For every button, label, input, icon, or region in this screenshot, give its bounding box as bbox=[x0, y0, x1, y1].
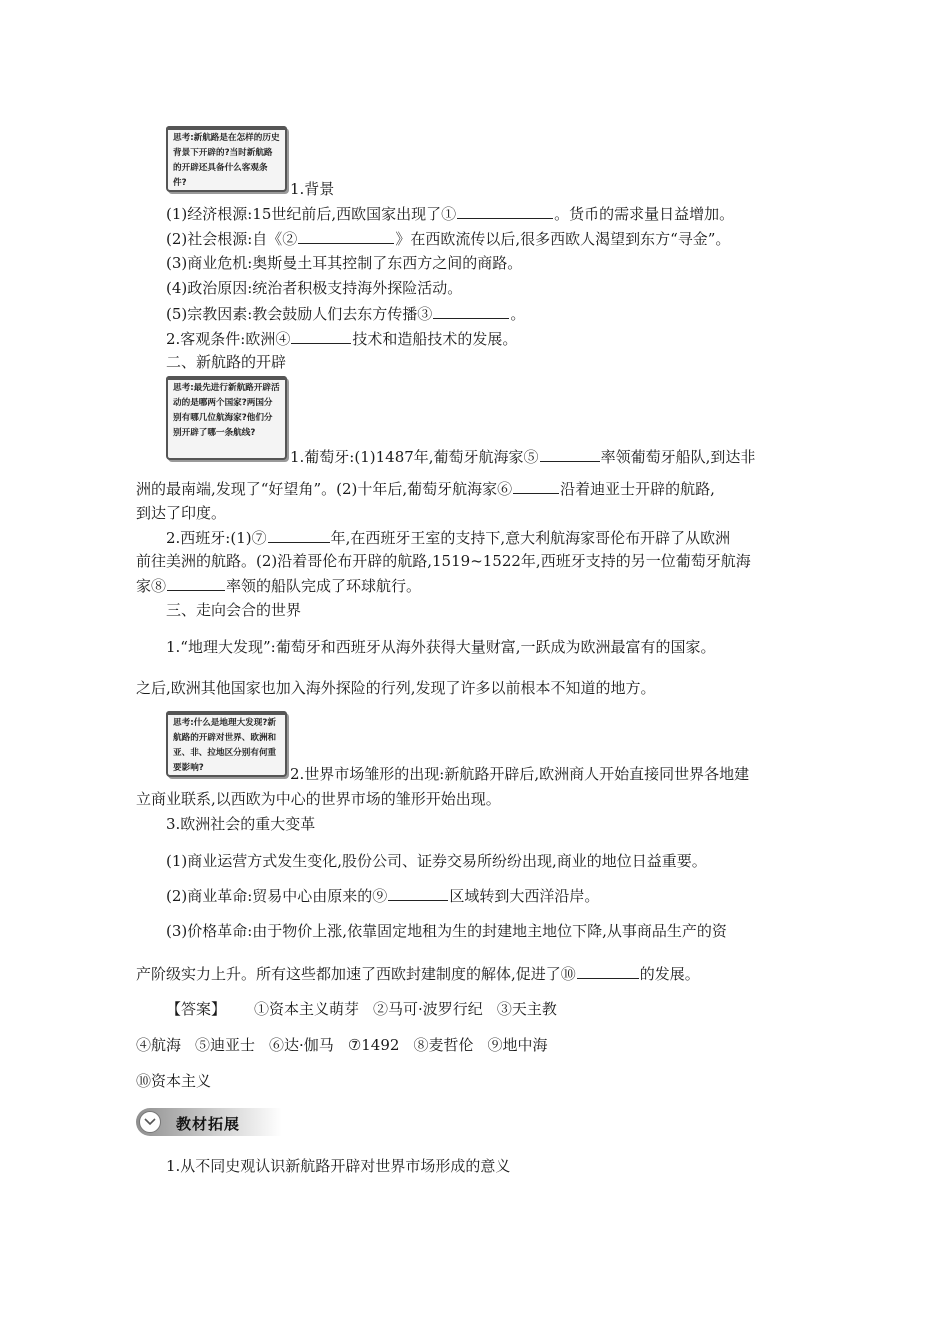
paragraph-commercial-revolution: (2)商业革命:贸易中心由原来的⑨ 区域转到大西洋沿岸。 bbox=[166, 887, 600, 905]
answer-item: ⑤迪亚士 bbox=[195, 1036, 256, 1054]
answer-item: ⑩资本主义 bbox=[136, 1072, 212, 1090]
paragraph-world-market-cont: 立商业联系,以西欧为中心的世界市场的雏形开始出现。 bbox=[136, 790, 501, 808]
answer-blank-3[interactable] bbox=[433, 304, 509, 319]
think-box-background bbox=[166, 126, 287, 192]
answer-item: ④航海 bbox=[136, 1036, 182, 1054]
paragraph-objective-conditions: 2.客观条件:欧洲④ 技术和造船技术的发展。 bbox=[166, 330, 518, 348]
think-box-new-routes bbox=[166, 376, 287, 460]
answer-line-2 bbox=[136, 1036, 547, 1054]
answer-line-3 bbox=[136, 1072, 211, 1090]
answer-blank-2[interactable] bbox=[298, 229, 394, 244]
think-box-text: 思考:新航路是在怎样的历史背景下开辟的?当时新航路的开辟还具备什么客观条件? bbox=[173, 133, 280, 188]
answer-item: ⑧麦哲伦 bbox=[413, 1036, 474, 1054]
paragraph-political-reason: (4)政治原因:统治者积极支持海外探险活动。 bbox=[166, 279, 463, 297]
paragraph-world-market: 2.世界市场雏形的出现:新航路开辟后,欧洲商人开始直接同世界各地建 bbox=[290, 765, 750, 783]
extension-banner bbox=[136, 1108, 282, 1136]
answer-blank-6[interactable] bbox=[513, 479, 559, 494]
paragraph-social-change: 3.欧洲社会的重大变革 bbox=[166, 815, 316, 833]
answer-blank-10[interactable] bbox=[577, 964, 639, 979]
answer-item: ⑦1492 bbox=[347, 1036, 400, 1054]
paragraph-spain-end: 家⑧ 率领的船队完成了环球航行。 bbox=[136, 577, 422, 595]
extension-item-1: 1.从不同史观认识新航路开辟对世界市场形成的意义 bbox=[166, 1157, 511, 1175]
paragraph-discovery-cont: 之后,欧洲其他国家也加入海外探险的行列,发现了许多以前根本不知道的地方。 bbox=[136, 679, 656, 697]
answer-blank-1[interactable] bbox=[457, 204, 553, 219]
paragraph-portugal-cont: 洲的最南端,发现了“好望角”。(2)十年后,葡萄牙航海家⑥ 沿着迪亚士开辟的航路, bbox=[136, 480, 715, 498]
answer-blank-5[interactable] bbox=[540, 447, 600, 462]
paragraph-price-revolution-cont: 产阶级实力上升。所有这些都加速了西欧封建制度的解体,促进了⑩ 的发展。 bbox=[136, 965, 700, 983]
paragraph-portugal: 1.葡萄牙:(1)1487年,葡萄牙航海家⑤ 率领葡萄牙船队,到达非 bbox=[290, 448, 756, 466]
paragraph-business-operation: (1)商业运营方式发生变化,股份公司、证券交易所纷纷出现,商业的地位日益重要。 bbox=[166, 852, 707, 870]
answer-item: ⑨地中海 bbox=[487, 1036, 548, 1054]
paragraph-economic-root: (1)经济根源:15世纪前后,西欧国家出现了① 。货币的需求量日益增加。 bbox=[166, 205, 735, 223]
answer-item: ③天主教 bbox=[496, 1000, 557, 1018]
answer-item: ②马可·波罗行纪 bbox=[373, 1000, 483, 1018]
section-heading-converging-world: 三、走向会合的世界 bbox=[166, 601, 302, 619]
answer-blank-4[interactable] bbox=[291, 329, 351, 344]
answer-label: 【答案】 bbox=[166, 1000, 227, 1018]
answer-item: ⑥达·伽马 bbox=[269, 1036, 334, 1054]
think-box-text: 思考:什么是地理大发现?新航路的开辟对世界、欧洲和亚、非、拉地区分别有何重要影响? bbox=[173, 718, 277, 773]
answer-item: ①资本主义萌芽 bbox=[254, 1000, 360, 1018]
section-heading-background: 1.背景 bbox=[290, 180, 335, 198]
paragraph-commercial-crisis: (3)商业危机:奥斯曼土耳其控制了东西方之间的商路。 bbox=[166, 254, 523, 272]
think-box-converging-world bbox=[166, 711, 287, 777]
extension-banner-title: 教材拓展 bbox=[176, 1115, 241, 1133]
answer-blank-7[interactable] bbox=[268, 528, 330, 543]
answer-line-1 bbox=[166, 1000, 557, 1018]
paragraph-spain-cont: 前往美洲的航路。(2)沿着哥伦布开辟的航路,1519~1522年,西班牙支持的另一位葡萄牙航海 bbox=[136, 552, 751, 570]
paragraph-social-root: (2)社会根源:自《② 》在西欧流传以后,很多西欧人渴望到东方“寻金”。 bbox=[166, 230, 731, 248]
section-heading-new-routes: 二、新航路的开辟 bbox=[166, 353, 287, 371]
paragraph-portugal-end: 到达了印度。 bbox=[136, 504, 227, 522]
paragraph-religious-factor: (5)宗教因素:教会鼓励人们去东方传播③ 。 bbox=[166, 305, 526, 323]
paragraph-discovery: 1.“地理大发现”:葡萄牙和西班牙从海外获得大量财富,一跃成为欧洲最富有的国家。 bbox=[166, 638, 716, 656]
paragraph-spain: 2.西班牙:(1)⑦ 年,在西班牙王室的支持下,意大利航海家哥伦布开辟了从欧洲 bbox=[166, 529, 731, 547]
paragraph-price-revolution: (3)价格革命:由于物价上涨,依靠固定地租为生的封建地主地位下降,从事商品生产的资 bbox=[166, 922, 727, 940]
chevron-down-icon bbox=[139, 1111, 161, 1133]
think-box-text: 思考:最先进行新航路开辟活动的是哪两个国家?两国分别有哪几位航海家?他们分别开辟了哪一条航线? bbox=[173, 383, 280, 438]
answer-blank-8[interactable] bbox=[167, 576, 225, 591]
answer-blank-9[interactable] bbox=[388, 886, 448, 901]
